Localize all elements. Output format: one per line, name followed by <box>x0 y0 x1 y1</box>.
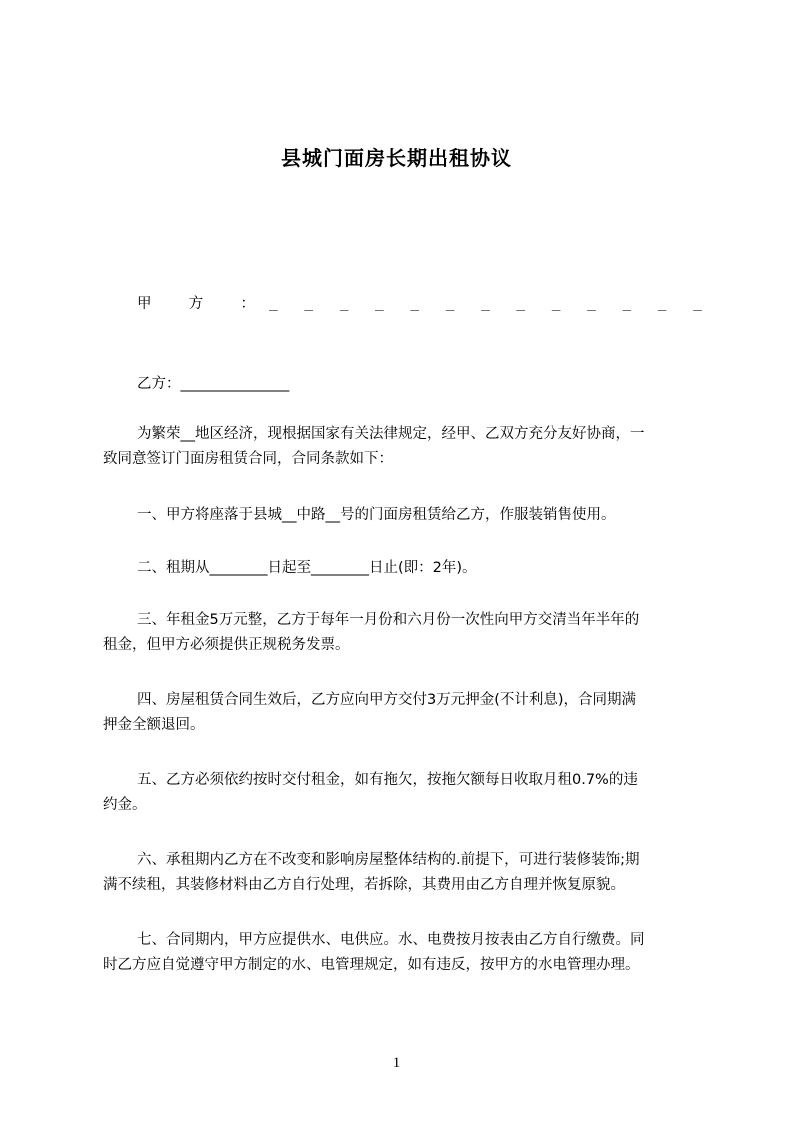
blank-dash: _ <box>693 294 702 311</box>
clause-line: 租金，但甲方必须提供正规税务发票。 <box>103 637 350 653</box>
intro-line-2: 致同意签订门面房租赁合同，合同条款如下： <box>103 451 393 467</box>
blank-dash: _ <box>339 294 349 311</box>
blank-dash: _ <box>445 294 455 311</box>
party-a-line <box>137 292 702 313</box>
clause-line: 二、租期从________日起至________日止(即：2年)。 <box>137 560 477 576</box>
clause-1 <box>137 503 702 528</box>
blank-dash: _ <box>304 294 314 311</box>
document-title: 县城门面房长期出租协议 <box>281 146 512 170</box>
party-b-line: 乙方：_______________ <box>137 376 290 392</box>
clause-7 <box>103 928 702 978</box>
clause-line: 五、乙方必须依约按时交付租金，如有拖欠，按拖欠额每日收取月租0.7%的违 <box>137 772 638 788</box>
intro-line-1: 为繁荣__地区经济，现根据国家有关法律规定，经甲、乙双方充分友好协商，一 <box>137 426 645 442</box>
clause-line: 四、房屋租赁合同生效后，乙方应向甲方交付3万元押金(不计利息)，合同期满 <box>137 692 637 708</box>
clause-line: 三、年租金5万元整，乙方于每年一月份和六月份一次性向甲方交清当年半年的 <box>137 612 640 628</box>
clause-line: 时乙方应自觉遵守甲方制定的水、电管理规定，如有违反，按甲方的水电管理办理。 <box>103 957 640 973</box>
page-number: 1 <box>392 1055 401 1071</box>
blank-dash: _ <box>481 294 490 311</box>
clause-line: 押金全额退回。 <box>103 717 205 733</box>
clause-3 <box>103 608 702 658</box>
clause-line: 一、甲方将座落于县城__中路__号的门面房租赁给乙方，作服装销售使用。 <box>137 507 616 523</box>
clause-2 <box>137 556 702 581</box>
blank-dash: _ <box>269 294 278 311</box>
blank-dash: _ <box>516 294 526 311</box>
party-a-char-2: 方 <box>188 296 204 312</box>
blank-dash: _ <box>410 294 420 311</box>
blank-dash: _ <box>622 294 632 311</box>
intro-paragraph <box>103 422 702 472</box>
clause-5 <box>103 768 702 818</box>
blank-dash: _ <box>375 294 384 311</box>
party-a-blank <box>255 295 702 311</box>
party-a-label <box>137 292 255 313</box>
clause-line: 约金。 <box>103 797 147 813</box>
clause-4 <box>103 688 702 738</box>
clause-line: 六、承租期内乙方在不改变和影响房屋整体结构的.前提下，可进行装修装饰;期 <box>137 852 640 868</box>
clause-6 <box>103 848 702 898</box>
clause-line: 满不续租，其装修材料由乙方自行处理，若拆除，其费用由乙方自理并恢复原貌。 <box>103 877 625 893</box>
blank-dash: _ <box>587 294 596 311</box>
party-a-char-1: 甲 <box>137 296 152 312</box>
clause-line: 七、合同期内，甲方应提供水、电供应。水、电费按月按表由乙方自行缴费。同 <box>137 932 645 948</box>
blank-dash: _ <box>657 294 667 311</box>
blank-dash: _ <box>551 294 561 311</box>
party-a-colon: ： <box>240 296 255 312</box>
